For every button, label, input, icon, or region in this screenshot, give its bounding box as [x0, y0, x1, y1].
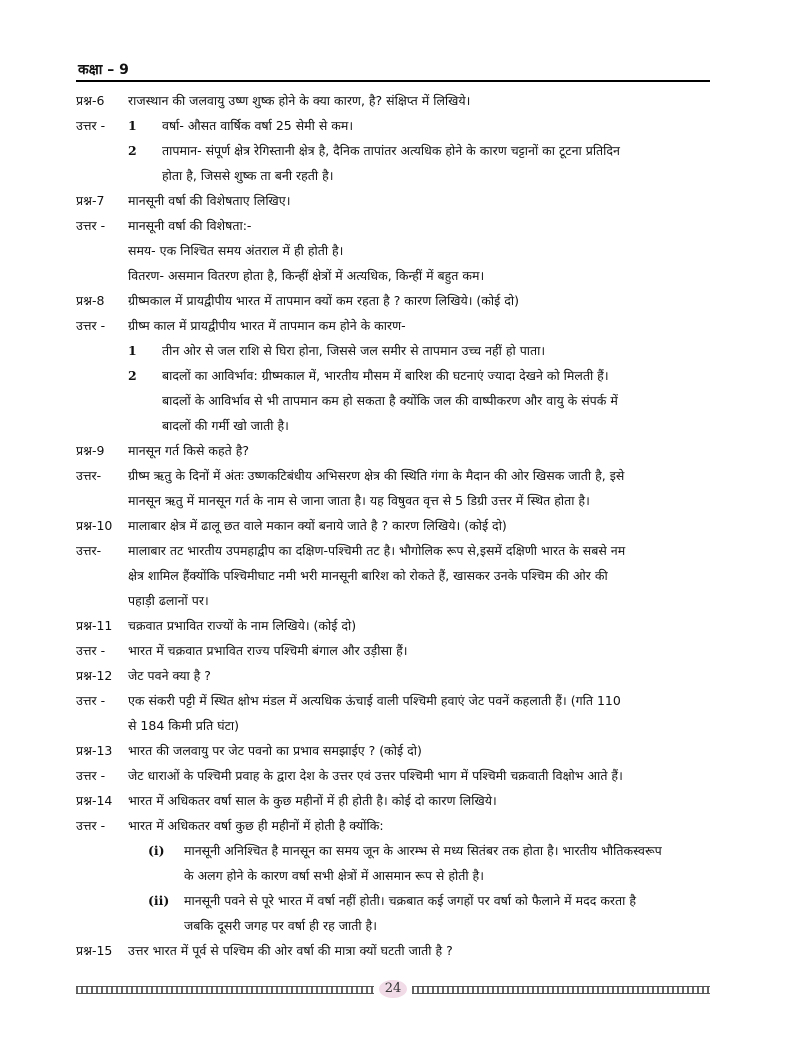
answer-text: बादलों की गर्मी खो जाती है। [162, 418, 289, 433]
answer-text: क्षेत्र शामिल हैंक्योंकि पश्चिमीघाट नमी भरी मानसूनी बारिश को रोकते हैं, खासकर उनके पश्चिम की ओर की [128, 568, 608, 583]
item-number: 1 [128, 118, 137, 133]
question-label: प्रश्न-14 [76, 793, 113, 808]
answer-label: उत्तर - [76, 643, 106, 658]
question-label: प्रश्न-13 [76, 743, 113, 758]
item-number: 1 [128, 343, 137, 358]
answer-text: भारत में अधिकतर वर्षा कुछ ही महीनों में होती है क्योंकि: [128, 818, 384, 833]
answer-text: मानसूनी अनिश्चित है मानसून का समय जून के आरम्भ से मध्य सितंबर तक होता है। भारतीय भौतिकस्वरूप [184, 843, 662, 858]
answer-8 [76, 313, 712, 438]
answer-text: वितरण- असमान वितरण होता है, किन्हीं क्षेत्रों में अत्यधिक, किन्हीं में बहुत कम। [128, 268, 485, 283]
page-content [76, 88, 712, 963]
item-number: 2 [128, 368, 137, 383]
question-label: प्रश्न-6 [76, 93, 105, 108]
question-13 [76, 738, 712, 763]
answer-label: उत्तर - [76, 768, 106, 783]
question-label: प्रश्न-12 [76, 668, 113, 683]
answer-text: ग्रीष्म काल में प्रायद्वीपीय भारत में तापमान कम होने के कारण- [128, 318, 406, 333]
question-text: राजस्थान की जलवायु उष्ण शुष्क होने के क्या कारण, है? संक्षिप्त में लिखिये। [128, 93, 471, 108]
answer-text: वर्षा- औसत वार्षिक वर्षा 25 सेमी से कम। [162, 118, 354, 133]
answer-9 [76, 463, 712, 513]
question-text: मालाबार क्षेत्र में ढालू छत वाले मकान क्यों बनाये जाते है ? कारण लिखिये। (कोई दो) [128, 518, 507, 533]
answer-label: उत्तर - [76, 693, 106, 708]
answer-text: बादलों का आविर्भाव: ग्रीष्मकाल में, भारतीय मौसम में बारिश की घटनाएं ज्यादा देखने को मिलती हैं। [162, 368, 609, 383]
answer-7 [76, 213, 712, 288]
answer-label: उत्तर - [76, 218, 106, 233]
answer-text: बादलों के आविर्भाव से भी तापमान कम हो सकता है क्योंकि जल की वाष्पीकरण और वायु के संपर्क में [162, 393, 618, 408]
question-10 [76, 513, 712, 538]
answer-text: तीन ओर से जल राशि से घिरा होना, जिससे जल समीर से तापमान उच्च नहीं हो पाता। [162, 343, 546, 358]
question-label: प्रश्न-7 [76, 193, 105, 208]
question-12 [76, 663, 712, 688]
question-text: जेट पवने क्या है ? [128, 668, 211, 683]
answer-text: जेट धाराओं के पश्चिमी प्रवाह के द्वारा देश के उत्तर एवं उत्तर पश्चिमी भाग में पश्चिमी चक्रवाती विक्षोभ आते हैं। [128, 768, 623, 783]
question-15 [76, 938, 712, 963]
question-text: ग्रीष्मकाल में प्रायद्वीपीय भारत में तापमान क्यों कम रहता है ? कारण लिखिये। (कोई दो) [128, 293, 519, 308]
question-text: मानसूनी वर्षा की विशेषताए लिखिए। [128, 193, 291, 208]
page-number: 24 [379, 980, 407, 998]
answer-label: उत्तर - [76, 318, 106, 333]
answer-text: जबकि दूसरी जगह पर वर्षा ही रह जाती है। [184, 918, 377, 933]
answer-text: के अलग होने के कारण वर्षा सभी क्षेत्रों में आसमान रूप से होती है। [184, 868, 484, 883]
question-text: चक्रवात प्रभावित राज्यों के नाम लिखिये। (कोई दो) [128, 618, 357, 633]
answer-10 [76, 538, 712, 613]
question-8 [76, 288, 712, 313]
answer-text: होता है, जिससे शुष्क ता बनी रहती है। [162, 168, 334, 183]
item-number: 2 [128, 143, 137, 158]
question-label: प्रश्न-8 [76, 293, 105, 308]
answer-text: भारत में चक्रवात प्रभावित राज्य पश्चिमी बंगाल और उड़ीसा हैं। [128, 643, 408, 658]
question-7 [76, 188, 712, 213]
item-number: (i) [148, 843, 165, 858]
header-rule [76, 80, 710, 82]
answer-text: मालाबार तट भारतीय उपमहाद्वीप का दक्षिण-पश्चिमी तट है। भौगोलिक रूप से,इसमें दक्षिणी भारत के सबसे नम [128, 543, 626, 558]
question-label: प्रश्न-11 [76, 618, 113, 633]
answer-label: उत्तर- [76, 543, 102, 558]
question-label: प्रश्न-9 [76, 443, 105, 458]
question-text: उत्तर भारत में पूर्व से पश्चिम की ओर वर्षा की मात्रा क्यों घटती जाती है ? [128, 943, 453, 958]
question-6 [76, 88, 712, 113]
answer-text: मानसूनी वर्षा की विशेषता:- [128, 218, 252, 233]
answer-label: उत्तर - [76, 118, 106, 133]
footer-ornament-right [412, 986, 710, 994]
answer-12 [76, 688, 712, 738]
answer-text: ग्रीष्म ऋतु के दिनों में अंतः उष्णकटिबंधीय अभिसरण क्षेत्र की स्थिति गंगा के मैदान की ओर खिसक जाती है, इसे [128, 468, 625, 483]
page-footer [76, 980, 710, 998]
question-text: मानसून गर्त किसे कहते है? [128, 443, 250, 458]
answer-label: उत्तर - [76, 818, 106, 833]
question-label: प्रश्न-15 [76, 943, 113, 958]
answer-label: उत्तर- [76, 468, 102, 483]
answer-11 [76, 638, 712, 663]
answer-13 [76, 763, 712, 788]
answer-6 [76, 113, 712, 188]
answer-text: समय- एक निश्चित समय अंतराल में ही होती है। [128, 243, 344, 258]
class-header: कक्षा – 9 [78, 62, 129, 78]
question-text: भारत की जलवायु पर जेट पवनो का प्रभाव समझाईए ? (कोई दो) [128, 743, 422, 758]
question-14 [76, 788, 712, 813]
answer-text: मानसून ऋतु में मानसून गर्त के नाम से जाना जाता है। यह विषुवत वृत्त से 5 डिग्री उत्तर में स्थित होता है। [128, 493, 590, 508]
question-9 [76, 438, 712, 463]
answer-text: पहाड़ी ढलानों पर। [128, 593, 209, 608]
answer-text: से 184 किमी प्रति घंटा) [128, 718, 240, 733]
answer-14 [76, 813, 712, 938]
question-label: प्रश्न-10 [76, 518, 113, 533]
answer-text: तापमान- संपूर्ण क्षेत्र रेगिस्तानी क्षेत्र है, दैनिक तापांतर अत्यधिक होने के कारण चट्टानों का टूटना प्रतिदिन [162, 143, 620, 158]
answer-text: एक संकरी पट्टी में स्थित क्षोभ मंडल में अत्यधिक ऊंचाई वाली पश्चिमी हवाएं जेट पवनें कहलाती हैं। (गति 110 [128, 693, 621, 708]
question-text: भारत में अधिकतर वर्षा साल के कुछ महीनों में ही होती है। कोई दो कारण लिखिये। [128, 793, 497, 808]
item-number: (ii) [148, 893, 170, 908]
footer-ornament-left [76, 986, 374, 994]
answer-text: मानसूनी पवने से पूरे भारत में वर्षा नहीं होती। चक्रबात कई जगहों पर वर्षा को फैलाने में मदद करता है [184, 893, 637, 908]
question-11 [76, 613, 712, 638]
